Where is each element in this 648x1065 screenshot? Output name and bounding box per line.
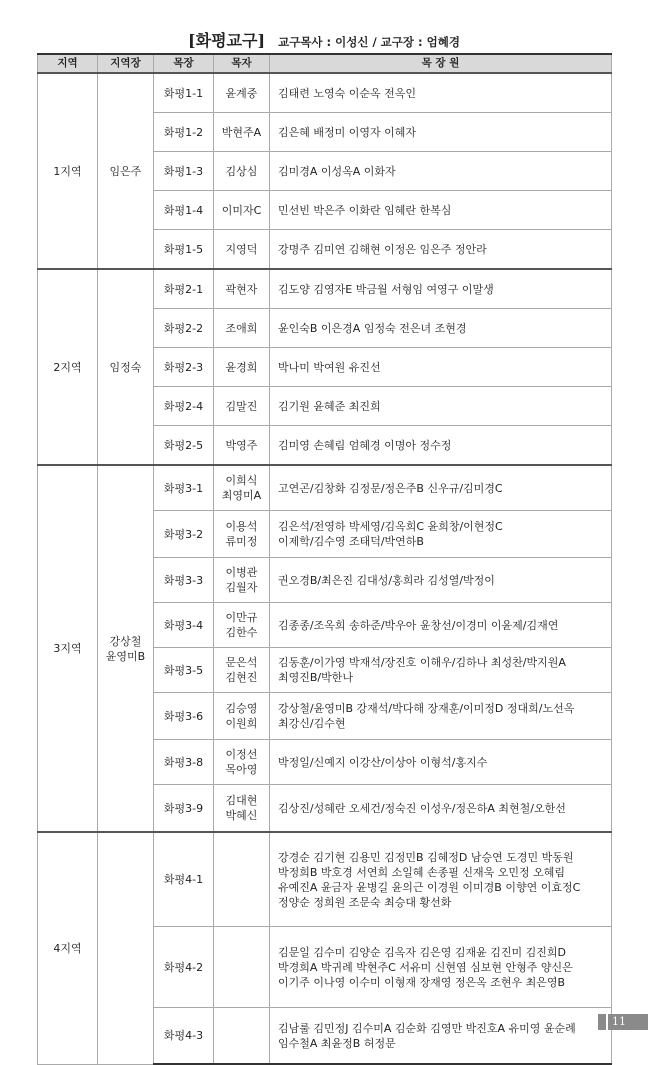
group-members: 민선빈 박은주 이화란 임혜란 한복심 — [270, 191, 612, 230]
page-number — [598, 1014, 648, 1030]
group-code: 화평3-9 — [154, 785, 214, 833]
group-code: 화평4-2 — [154, 927, 214, 1008]
group-members: 김미경A 이성옥A 이화자 — [270, 152, 612, 191]
group-pastor — [214, 927, 270, 1008]
group-code: 화평2-1 — [154, 269, 214, 309]
region-leader: 임정숙 — [98, 269, 154, 465]
group-pastor: 윤경희 — [214, 348, 270, 387]
group-pastor: 김말진 — [214, 387, 270, 426]
header-region-leader: 지역장 — [98, 54, 154, 73]
table-row — [38, 465, 612, 511]
district-subtitle: 교구목사 : 이성신 / 교구장 : 엄혜경 — [278, 35, 460, 49]
group-code: 화평3-5 — [154, 648, 214, 693]
group-members: 김기원 윤혜준 최진희 — [270, 387, 612, 426]
region-name: 2지역 — [38, 269, 98, 465]
region-leader: 임은주 — [98, 73, 154, 269]
table-row — [38, 269, 612, 309]
region-leader — [98, 832, 154, 1064]
group-pastor: 윤계중 — [214, 73, 270, 113]
group-code: 화평1-1 — [154, 73, 214, 113]
roster-table — [37, 53, 612, 1065]
group-members: 강상철/윤영미B 강재석/박다해 장재훈/이미정D 정대희/노선옥 최강신/김수현 — [270, 693, 612, 740]
group-members: 강경순 김기현 김용민 김정민B 김혜정D 남승연 도경민 박동원 박정희B 박호경 서연희 소일혜 손종필 신재욱 오민정 오혜림 유예진A 윤금자 윤병길 윤의근 이경원 이미경B 이향연 이효정C 정양순 정희원 조문숙 최승대 황선화 — [270, 832, 612, 927]
group-pastor — [214, 1008, 270, 1065]
group-members: 김은석/전영하 박세영/김옥희C 윤희창/이현정C 이제학/김수영 조태덕/박연하B — [270, 511, 612, 558]
group-code: 화평4-3 — [154, 1008, 214, 1065]
page-title — [0, 28, 648, 51]
group-members: 김도양 김영자E 박금월 서형임 여영구 이말생 — [270, 269, 612, 309]
group-code: 화평3-3 — [154, 558, 214, 603]
group-code: 화평2-2 — [154, 309, 214, 348]
group-code: 화평3-4 — [154, 603, 214, 648]
group-pastor: 박영주 — [214, 426, 270, 466]
header-pastor: 목자 — [214, 54, 270, 73]
group-pastor: 김상심 — [214, 152, 270, 191]
region-leader: 강상철 윤영미B — [98, 465, 154, 832]
header-group: 목장 — [154, 54, 214, 73]
group-code: 화평2-5 — [154, 426, 214, 466]
group-pastor: 지영덕 — [214, 230, 270, 270]
group-code: 화평2-4 — [154, 387, 214, 426]
group-pastor: 곽현자 — [214, 269, 270, 309]
page-number-bar — [602, 1014, 605, 1030]
group-members: 윤인숙B 이은경A 임정숙 전은녀 조현경 — [270, 309, 612, 348]
group-members: 김종종/조옥희 송하준/박우아 윤창선/이경미 이윤제/김재연 — [270, 603, 612, 648]
group-code: 화평3-6 — [154, 693, 214, 740]
region-name: 4지역 — [38, 832, 98, 1064]
group-members: 김태련 노영숙 이순옥 전옥인 — [270, 73, 612, 113]
group-code: 화평1-2 — [154, 113, 214, 152]
group-code: 화평3-1 — [154, 465, 214, 511]
group-pastor: 이용석 류미정 — [214, 511, 270, 558]
group-pastor: 이미자C — [214, 191, 270, 230]
group-members: 권오경B/최은진 김대성/홍희라 김성열/박정이 — [270, 558, 612, 603]
region-name: 3지역 — [38, 465, 98, 832]
group-members: 김미영 손혜림 엄혜경 이명아 정수정 — [270, 426, 612, 466]
group-members: 박나미 박여원 유진선 — [270, 348, 612, 387]
group-members: 김동훈/이가영 박재석/장진호 이해우/김하나 최성찬/박지원A 최영진B/박한나 — [270, 648, 612, 693]
group-code: 화평1-4 — [154, 191, 214, 230]
group-members: 김남룰 김민정J 김수미A 김순화 김영만 박진호A 유미영 윤순례 임수철A 최윤정B 허정문 — [270, 1008, 612, 1065]
group-code: 화평3-2 — [154, 511, 214, 558]
table-row — [38, 73, 612, 113]
table-body — [38, 73, 612, 1064]
group-code: 화평3-8 — [154, 740, 214, 785]
group-pastor: 이정선 목아영 — [214, 740, 270, 785]
district-title: [화평교구] — [188, 31, 266, 50]
group-code: 화평1-3 — [154, 152, 214, 191]
group-members: 강명주 김미연 김해현 이정은 임은주 정안라 — [270, 230, 612, 270]
group-members: 김문일 김수미 김양순 김옥자 김은영 김재윤 김진미 김진희D 박경희A 박귀례 박현주C 서유미 신현염 심보현 안형주 양신은 이기주 이나영 이수미 이형재 장재영 정은옥 조현우 최은영B — [270, 927, 612, 1008]
group-members: 박정일/신예지 이강산/이상아 이형석/홍지수 — [270, 740, 612, 785]
header-members: 목 장 원 — [270, 54, 612, 73]
group-pastor: 이희식 최영미A — [214, 465, 270, 511]
group-pastor: 이만규 김한수 — [214, 603, 270, 648]
group-code: 화평1-5 — [154, 230, 214, 270]
group-pastor: 김대현 박혜신 — [214, 785, 270, 833]
table-row — [38, 832, 612, 927]
group-pastor — [214, 832, 270, 927]
table-header-row — [38, 54, 612, 73]
group-pastor: 문은석 김현진 — [214, 648, 270, 693]
region-name: 1지역 — [38, 73, 98, 269]
group-code: 화평2-3 — [154, 348, 214, 387]
group-pastor: 박현주A — [214, 113, 270, 152]
group-pastor: 김승영 이원희 — [214, 693, 270, 740]
page-number-divider — [606, 1014, 608, 1030]
page-number-text: 11 — [612, 1015, 626, 1028]
group-members: 김은혜 배정미 이영자 이혜자 — [270, 113, 612, 152]
group-pastor: 이병관 김월자 — [214, 558, 270, 603]
header-region: 지역 — [38, 54, 98, 73]
group-code: 화평4-1 — [154, 832, 214, 927]
group-members: 고연곤/김창화 김정문/정은주B 신우규/김미경C — [270, 465, 612, 511]
group-members: 김상진/성혜란 오세건/정숙진 이성우/정은하A 최현철/오한선 — [270, 785, 612, 833]
group-pastor: 조애희 — [214, 309, 270, 348]
